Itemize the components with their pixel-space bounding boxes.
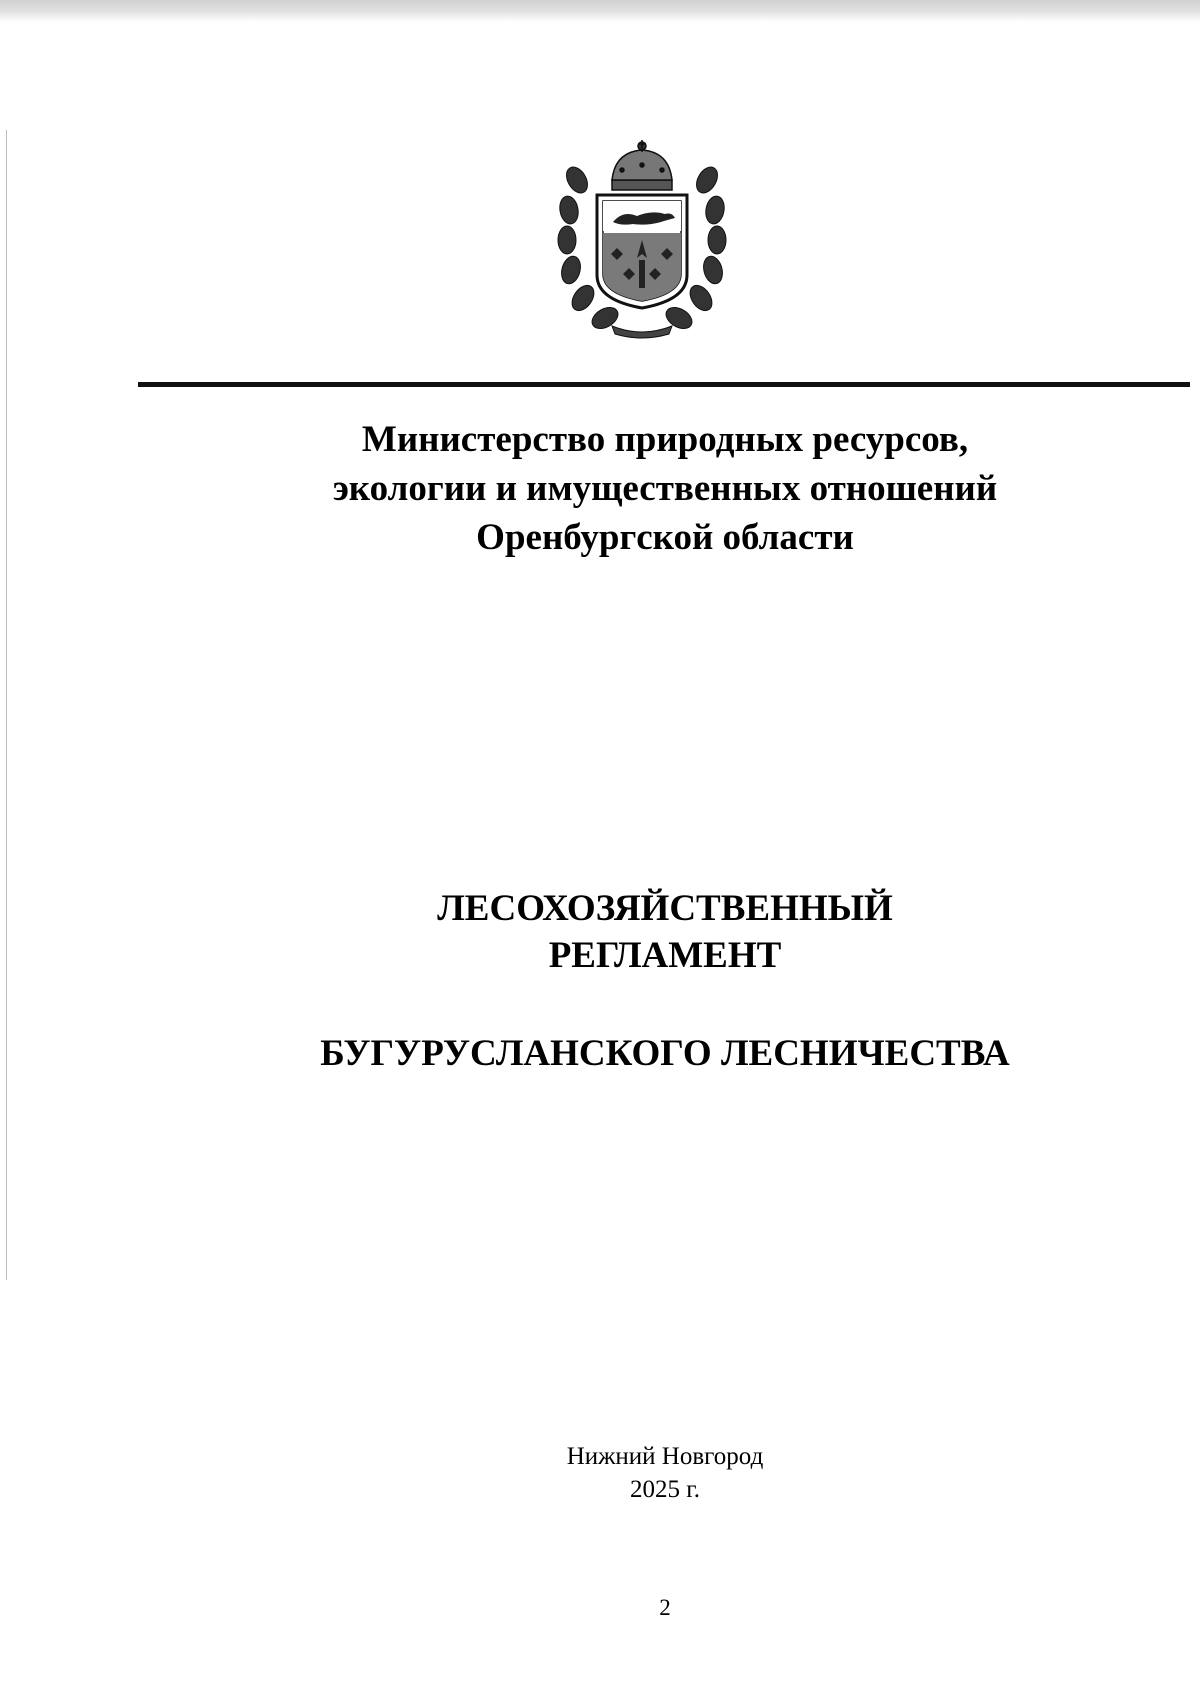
ministry-line-2: экологии и имущественных отношений	[332, 468, 998, 509]
document-title-line-1: ЛЕСОХОЗЯЙСТВЕННЫЙ	[437, 888, 893, 929]
scan-left-edge	[6, 130, 7, 1280]
forestry-name: БУГУРУСЛАНСКОГО ЛЕСНИЧЕСТВА	[320, 1033, 1010, 1074]
scan-top-edge	[0, 0, 1200, 22]
imprint-city: Нижний Новгород	[566, 1443, 764, 1470]
ministry-line-3: Оренбургской области	[476, 517, 854, 558]
page-number: 2	[659, 1595, 671, 1620]
document-title	[140, 885, 1190, 979]
ministry-name	[140, 415, 1190, 562]
imprint-year: 2025 г.	[630, 1476, 700, 1503]
header-divider	[138, 382, 1190, 387]
imprint	[140, 1440, 1190, 1506]
coat-of-arms-icon	[557, 140, 727, 340]
ministry-line-1: Министерство природных ресурсов,	[361, 419, 969, 460]
document-title-line-2: РЕГЛАМЕНТ	[548, 935, 782, 976]
